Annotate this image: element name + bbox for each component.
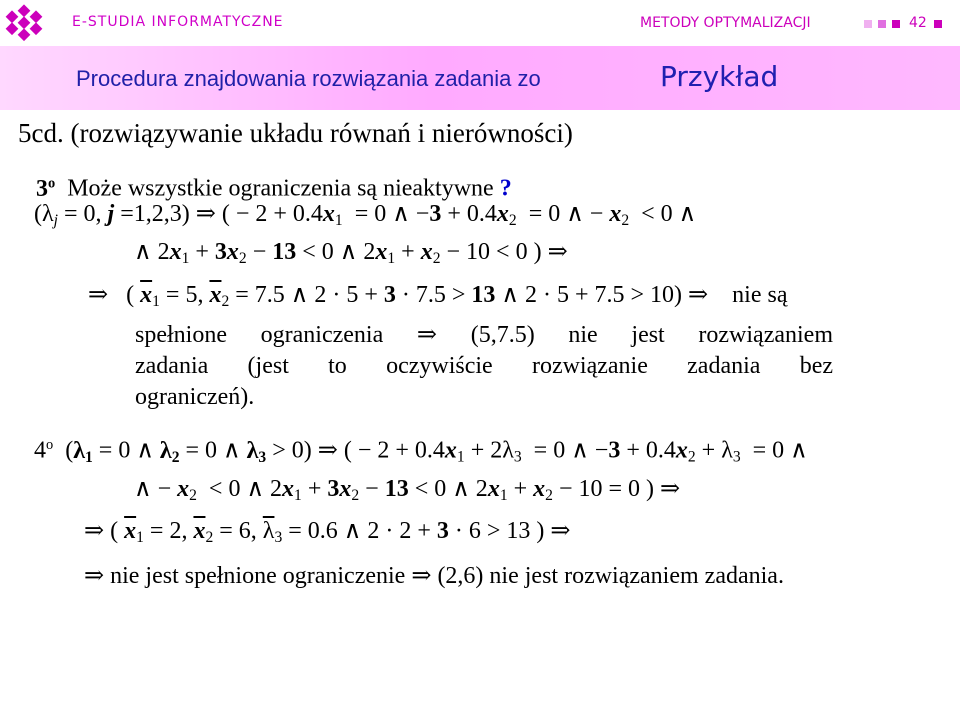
course-title: METODY OPTYMALIZACJI	[640, 15, 811, 31]
step4-final: ⇒ nie jest spełnione ograniczenie ⇒ (2,6) nie jest rozwiązaniem zadania.	[84, 563, 784, 589]
decor-square	[878, 20, 886, 28]
step3-conclusion-tail: nie są	[732, 282, 788, 308]
step3-formula-3: ⇒ ( $\overline{x}_1 = 5$, $\overline{x}_2 = 7.5$ ∧ 2 · 5 + 3 · 7.5 > 13 ∧ 2 · 5 + 7.5 > 10) ⇒ nie są	[88, 282, 788, 310]
question-mark: ?	[499, 175, 512, 202]
step4-formula-2: ∧ − $x_2 < 0$ ∧ $2x_1 + 3x_2 - 13 < 0$ ∧ $2x_1 + x_2 - 10 = 0$ ) ⇒	[134, 476, 681, 504]
slide-title-tag: Przykład	[660, 60, 779, 93]
step4-formula-1: 4$^o$ ($\lambda_1 = 0$ ∧ $\lambda_2 = 0$ ∧ $\lambda_3 > 0$) ⇒ ( − $2 + 0.4x_1 + 2\lambda_3 = 0$ ∧ $-3 + 0.4x_2 + \lambda_3 = 0$ ∧	[34, 437, 808, 466]
brand-name: E-STUDIA INFORMATYCZNE	[72, 14, 284, 30]
step4-formula-3: ⇒ ( $\overline{x}_1 = 2$, $\overline{x}_2 = 6$, $\overline{\lambda}_3 = 0.6$ ∧ 2 · 2 + 3 · 6 > 13 ) ⇒	[84, 518, 571, 546]
slide-title: Procedura znajdowania rozwiązania zadania zo	[76, 66, 541, 91]
decor-square	[892, 20, 900, 28]
paragraph-line: zadania (jest to oczywiście rozwiązanie zadania bez	[135, 353, 833, 379]
page-number: 42	[909, 15, 927, 31]
paragraph-line: ograniczeń).	[135, 384, 255, 410]
decor-square	[864, 20, 872, 28]
step3-formula-1: ($\lambda_j = 0$, j =1,2,3) ⇒ ( − $2 + 0.4x_1 = 0$ ∧ $-3 + 0.4x_2 = 0$ ∧ − $x_2 < 0$ ∧	[34, 201, 697, 229]
step3-formula-2: ∧ $2x_1 + 3x_2 - 13 < 0$ ∧ $2x_1 + x_2 - 10 < 0$ ) ⇒	[134, 239, 568, 267]
logo-icon	[4, 4, 50, 42]
step3-intro-line: 3$^o$ Może wszystkie ograniczenia są nieaktywne ?	[36, 175, 512, 202]
page-decoration	[864, 20, 906, 30]
paragraph-line: spełnione ograniczenia ⇒ (5,7.5) nie jest rozwiązaniem	[135, 322, 833, 348]
section-heading: 5cd. (rozwiązywanie układu równań i nierówności)	[18, 118, 573, 148]
decor-square	[934, 20, 942, 28]
step3-intro: Może wszystkie ograniczenia są nieaktywne	[67, 175, 494, 202]
step3-paragraph	[135, 320, 833, 413]
